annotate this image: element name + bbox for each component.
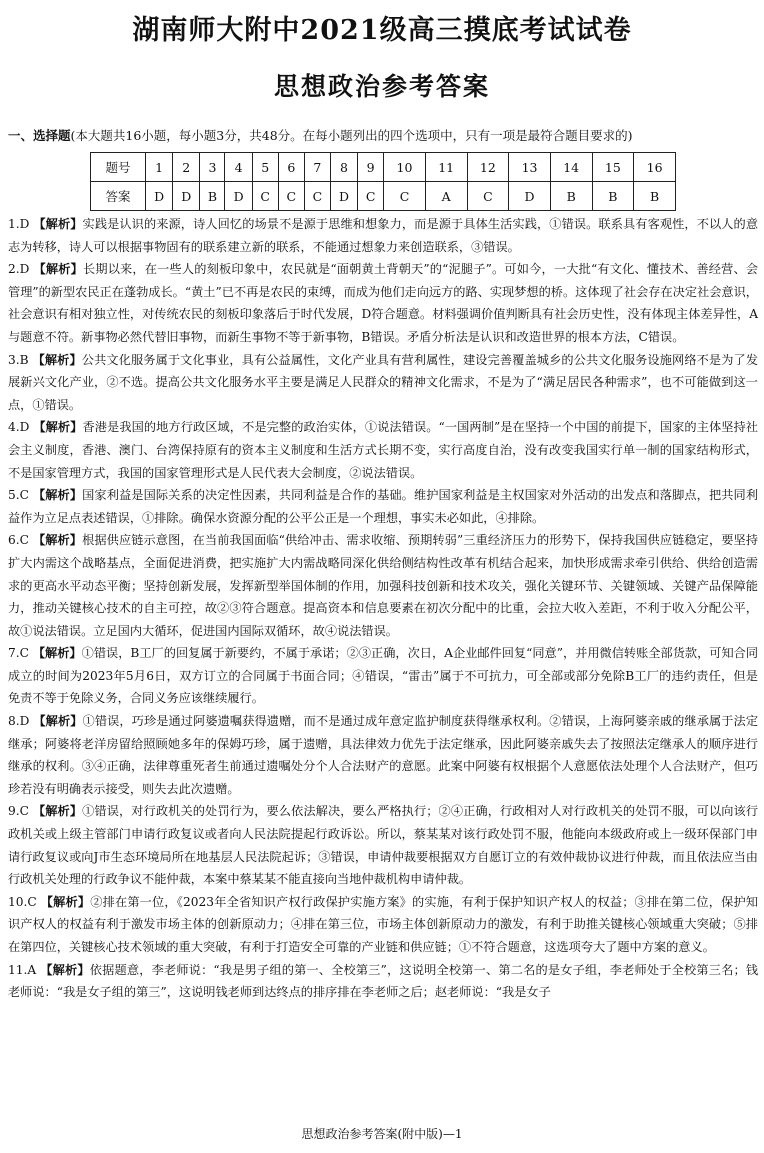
question-number: 6	[278, 153, 304, 182]
answer-cell: C	[358, 182, 384, 211]
question-number: 11	[425, 153, 467, 182]
answer-cell: B	[592, 182, 634, 211]
section-label: 一、选择题	[8, 128, 71, 143]
explanation-item	[8, 349, 758, 417]
explanation-item	[8, 642, 758, 710]
answer-row-label: 答案	[91, 182, 146, 211]
answer-cell: C	[384, 182, 426, 211]
item-number: 8.D	[8, 714, 30, 729]
answer-cell: D	[173, 182, 200, 211]
analysis-tag: 【解析】	[40, 894, 91, 909]
question-number: 12	[467, 153, 509, 182]
answer-table	[90, 152, 676, 211]
item-number: 2.D	[8, 262, 30, 277]
item-text: 公共文化服务属于文化事业，具有公益属性，文化产业具有营利属性，建设完善覆盖城乡的公共文化服务设施网络不是为了发展新兴文化产业，②不选。提高公共文化服务水平主要是满足人民群众的精神文化需求，不是为了“满足居民各种需求”，也不可能做到这一点，①错误。	[8, 352, 759, 412]
item-text: ②排在第一位，《2023年全省知识产权行政保护实施方案》的实施，有利于保护知识产权人的权益；③排在第二位，保护知识产权人的权益有利于激发市场主体的创新原动力；④排在第三位，市场主体创新原动力的激发，有利于助推关键核心领域重大突破；⑤排在第四位，关键核心技术领域的重大突破，有利于打造安全可靠的产业链和供应链；①不符合题意，这选项夸大了题中方案的意义。	[8, 894, 759, 954]
answer-key-title: 思想政治参考答案	[273, 72, 490, 101]
explanation-item	[8, 416, 758, 484]
analysis-tag: 【解析】	[32, 352, 82, 367]
item-text: 香港是我国的地方行政区域，不是完整的政治实体，①说法错误。“一国两制”是在坚持一个中国的前提下，国家的主体坚持社会主义制度，香港、澳门、台湾保持原有的资本主义制度和生活方式长期不变，实行高度自治，没有改变我国实行单一制的国家结构形式，不是国家管理方式，我国的国家管理形式是人民代表大会制度，②说法错误。	[8, 420, 758, 480]
item-number: 4.D	[8, 420, 30, 435]
item-text: ①错误，B工厂的回复属于新要约，不属于承诺；②③正确，次日，A企业邮件回复“同意”，并用微信转账全部货款，可知合同成立的时间为2023年5月6日，双方订立的合同属于书面合同；④错误，“雷击”属于不可抗力，可全部或部分免除B工厂的违约责任，但是免责不等于免除义务，合同义务应该继续履行。	[8, 646, 759, 706]
question-number: 10	[384, 153, 426, 182]
section-heading	[8, 126, 756, 146]
question-number: 5	[252, 153, 278, 182]
answer-cell: A	[425, 182, 467, 211]
question-number: 2	[173, 153, 200, 182]
explanation-item	[8, 484, 758, 529]
question-number: 3	[200, 153, 225, 182]
item-number: 10.C	[8, 894, 37, 909]
analysis-tag: 【解析】	[32, 533, 83, 548]
item-text: ①错误，巧珍是通过阿婆遗嘱获得遗赠，而不是通过成年意定监护制度获得继承权利。②错误，上海阿婆亲戚的继承属于法定继承；阿婆将老洋房留给照顾她多年的保姆巧珍，属于遗赠，具法律效力优先于法定继承，因此阿婆亲戚失去了按照法定继承人的顺序进行继承的权利。③④正确，法律尊重死者生前通过遗嘱处分个人合法财产的意愿。此案中阿婆有权根据个人意愿依法处理个人合法财产，但巧珍若没有明确表示接受，则失去此次遗赠。	[8, 714, 759, 796]
explanations	[8, 213, 758, 1004]
item-text: 依据题意，李老师说：“我是男子组的第一、全校第三”，这说明全校第一、第二名的是女子组，李老师处于全校第三名；钱老师说：“我是女子组的第三”，这说明钱老师到达终点的排序排在李老师之后；赵老师说：“我是女子	[8, 962, 758, 1000]
answer-cell: C	[252, 182, 278, 211]
answer-cell: C	[467, 182, 509, 211]
question-number: 13	[509, 153, 551, 182]
item-text: 长期以来，在一些人的刻板印象中，农民就是“面朝黄土背朝天”的“泥腿子”。可如今，一大批“有文化、懂技术、善经营、会管理”的新型农民正在蓬勃成长。“黄土”已不再是农民的束缚，而成为他们走向远方的路、实现梦想的桥。这体现了社会存在决定社会意识，社会意识有相对独立性，对传统农民的刻板印象落后于时代发展，D符合题意。材料强调价值判断具有社会历史性，没有体现主体差异性，A与题意不符。新事物必然代替旧事物，而新生事物不等于新事物，B错误。矛盾分析法是认识和改造世界的根本方法，C错误。	[8, 262, 759, 344]
analysis-tag: 【解析】	[32, 488, 83, 503]
item-number: 11.A	[8, 962, 37, 977]
question-number: 8	[330, 153, 357, 182]
question-number: 9	[358, 153, 384, 182]
question-number: 14	[550, 153, 592, 182]
item-text: 国家利益是国际关系的决定性因素，共同利益是合作的基础。维护国家利益是主权国家对外活动的出发点和落脚点，把共同利益作为立足点表述错误，①排除。确保水资源分配的公平公正是一个理想，事实未必如此，④排除。	[8, 488, 759, 525]
explanation-item	[8, 213, 758, 258]
item-text: 根据供应链示意图，在当前我国面临“供给冲击、需求收缩、预期转弱”三重经济压力的形势下，保持我国供应链稳定，要坚持扩大内需这个战略基点，全面促进消费，把实施扩大内需战略同深化供给侧结构性改革有机结合起来，加快形成需求牵引供给、供给创造需求的更高水平动态平衡；坚持创新发展，发挥新型举国体制的作用，加强科技创新和技术攻关，强化关键环节、关键领域、关键产品保障能力，推动关键核心技术的自主可控，故②③符合题意。提高资本和信息要素在初次分配中的比重，会拉大收入差距，不利于收入分配公平，故①说法错误。立足国内大循环，促进国内国际双循环，故④说法错误。	[8, 533, 759, 638]
answer-cell: C	[304, 182, 330, 211]
analysis-tag: 【解析】	[33, 217, 83, 231]
answer-table-number-row	[91, 153, 676, 182]
item-number: 5.C	[8, 488, 29, 503]
analysis-tag: 【解析】	[40, 962, 90, 977]
analysis-tag: 【解析】	[33, 262, 83, 277]
item-text: ①错误，对行政机关的处罚行为，要么依法解决，要么严格执行；②④正确，行政相对人对行政机关的处罚不服，可以向该行政机关或上级主管部门申请行政复议或者向人民法院提起行政诉讼。所以，蔡某某对该行政处罚不服，他能向本级政府或上一级环保部门申请行政复议或向J市生态环境局所在地基层人民法院起诉；③错误，申请仲裁要根据双方自愿订立的有效仲裁协议进行仲裁，而且依法应当由行政机关处理的行政争议不能仲裁，本案中蔡某某不能直接向当地仲裁机构申请仲裁。	[8, 804, 759, 887]
explanation-item	[8, 258, 758, 348]
answer-table-answer-row	[91, 182, 676, 211]
number-row-label: 题号	[91, 153, 146, 182]
analysis-tag: 【解析】	[33, 420, 83, 435]
answer-cell: D	[330, 182, 357, 211]
item-number: 6.C	[8, 533, 29, 548]
item-number: 7.C	[8, 646, 29, 661]
explanation-item	[8, 529, 758, 642]
answer-cell: D	[509, 182, 551, 211]
item-number: 1.D	[8, 217, 30, 231]
item-text: 实践是认识的来源，诗人回忆的场景不是源于思维和想象力，而是源于具体生活实践，①错误。联系具有客观性，不以人的意志为转移，诗人可以根据事物固有的联系建立新的联系，不能通过想象力来创造联系，③错误。	[8, 217, 759, 254]
exam-title: 湖南师大附中2021级高三摸底考试试卷	[132, 15, 632, 46]
answer-cell: D	[225, 182, 252, 211]
section-instructions: (本大题共16小题，每小题3分，共48分。在每小题列出的四个选项中，只有一项是最符合题目要求的)	[70, 128, 633, 143]
item-number: 3.B	[8, 352, 29, 367]
analysis-tag: 【解析】	[33, 714, 83, 729]
question-number: 7	[304, 153, 330, 182]
explanation-item	[8, 959, 758, 1004]
question-number: 4	[225, 153, 252, 182]
analysis-tag: 【解析】	[32, 804, 83, 819]
item-number: 9.C	[8, 804, 29, 819]
question-number: 15	[592, 153, 634, 182]
page-footer: 思想政治参考答案(附中版)—1	[301, 1127, 463, 1141]
answer-cell: C	[278, 182, 304, 211]
question-number: 1	[146, 153, 173, 182]
explanation-item	[8, 800, 758, 890]
explanation-item	[8, 710, 758, 800]
question-number: 16	[634, 153, 676, 182]
answer-cell: D	[146, 182, 173, 211]
analysis-tag: 【解析】	[32, 646, 82, 661]
answer-cell: B	[634, 182, 676, 211]
answer-cell: B	[200, 182, 225, 211]
explanation-item	[8, 891, 758, 959]
answer-cell: B	[550, 182, 592, 211]
